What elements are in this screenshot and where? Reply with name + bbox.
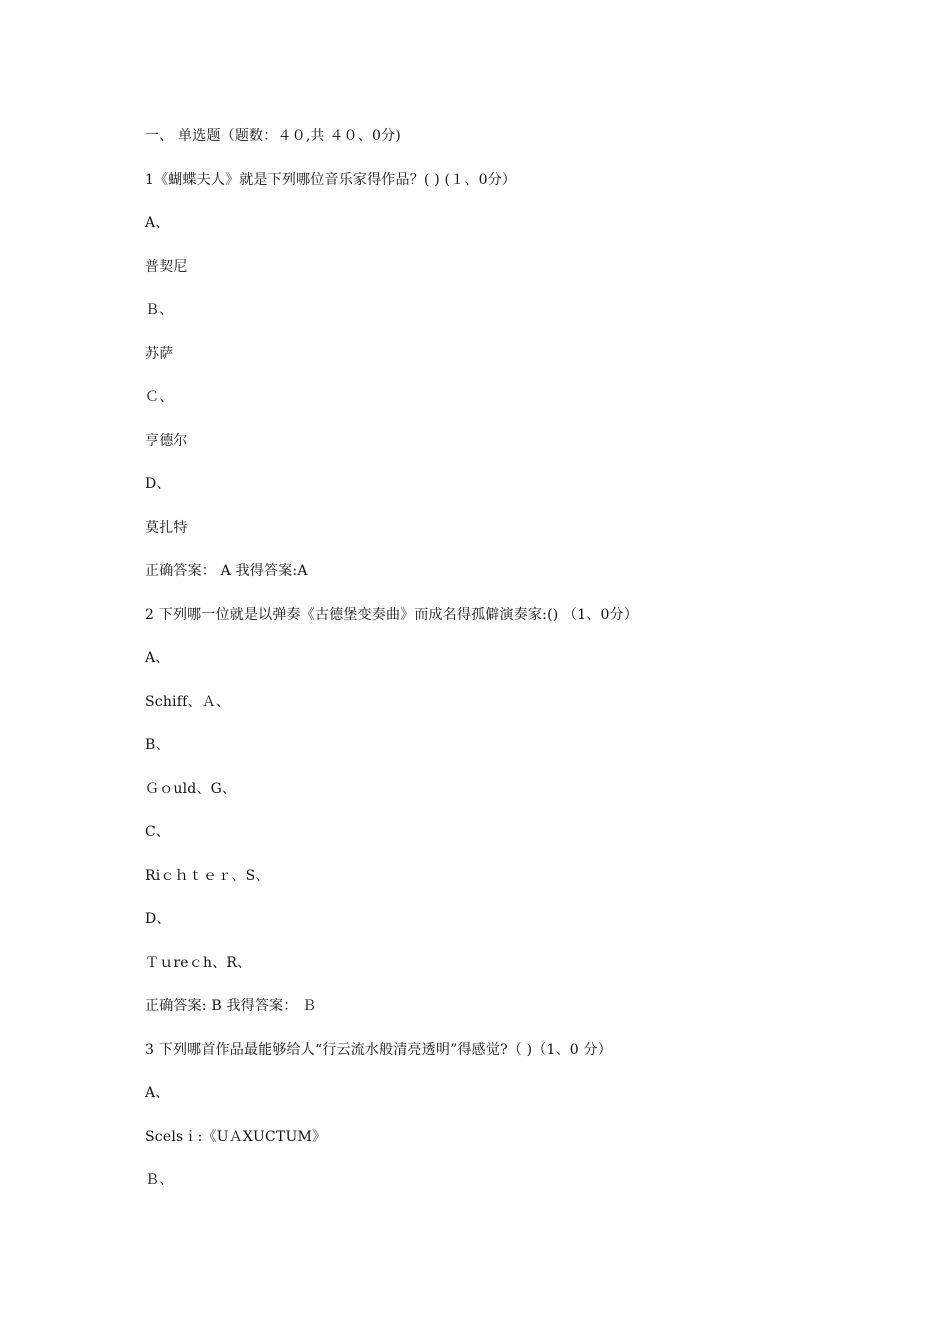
question-1-option-a-letter: A、 bbox=[145, 215, 170, 231]
question-1-option-d-text: 莫扎特 bbox=[145, 519, 188, 536]
question-1-option-a-text: 普契尼 bbox=[145, 258, 188, 275]
question-1-option-c-letter: Ｃ、 bbox=[145, 389, 174, 405]
question-2-option-c-letter: C、 bbox=[145, 824, 171, 840]
question-2-answer: 正确答案: B 我得答案： Ｂ bbox=[145, 998, 317, 1014]
question-2-option-d-text: Ｔｕreｃh、R、 bbox=[145, 954, 252, 971]
section-heading: 一、 单选题（题数：４０,共 ４０、0分) bbox=[145, 128, 401, 144]
question-1-option-d-letter: D、 bbox=[145, 476, 171, 492]
document-body bbox=[145, 124, 845, 1212]
question-1-option-c-text: 亨德尔 bbox=[145, 432, 188, 449]
question-2-option-a-text: Schiff、Ａ、 bbox=[145, 693, 231, 710]
question-2-stem: 2 下列哪一位就是以弹奏《古德堡变奏曲》而成名得孤僻演奏家:() （1、0分） bbox=[145, 606, 639, 623]
question-3-option-a-text: Scelsｉ:《UＡXUCTUM》 bbox=[145, 1128, 327, 1145]
question-2-option-a-letter: A、 bbox=[145, 650, 170, 666]
question-1-option-b-text: 苏萨 bbox=[145, 345, 174, 362]
question-2-option-c-text: Riｃｈｔｅｒ、S、 bbox=[145, 867, 270, 884]
question-3-option-b-letter: Ｂ、 bbox=[145, 1172, 174, 1188]
question-1-answer: 正确答案： A 我得答案:A bbox=[145, 563, 308, 579]
question-1-option-b-letter: Ｂ、 bbox=[145, 302, 174, 318]
question-3-option-a-letter: A、 bbox=[145, 1085, 170, 1101]
question-3-stem: 3 下列哪首作品最能够给人“行云流水般清亮透明”得感觉?（ )（1、0 分） bbox=[145, 1041, 612, 1058]
question-1-stem: 1《蝴蝶夫人》就是下列哪位音乐家得作品？( ) (１、0分） bbox=[145, 171, 517, 188]
question-2-option-b-letter: B、 bbox=[145, 737, 170, 753]
question-2-option-b-text: Ｇｏuld、G、 bbox=[145, 780, 237, 797]
question-2-option-d-letter: D、 bbox=[145, 911, 171, 927]
